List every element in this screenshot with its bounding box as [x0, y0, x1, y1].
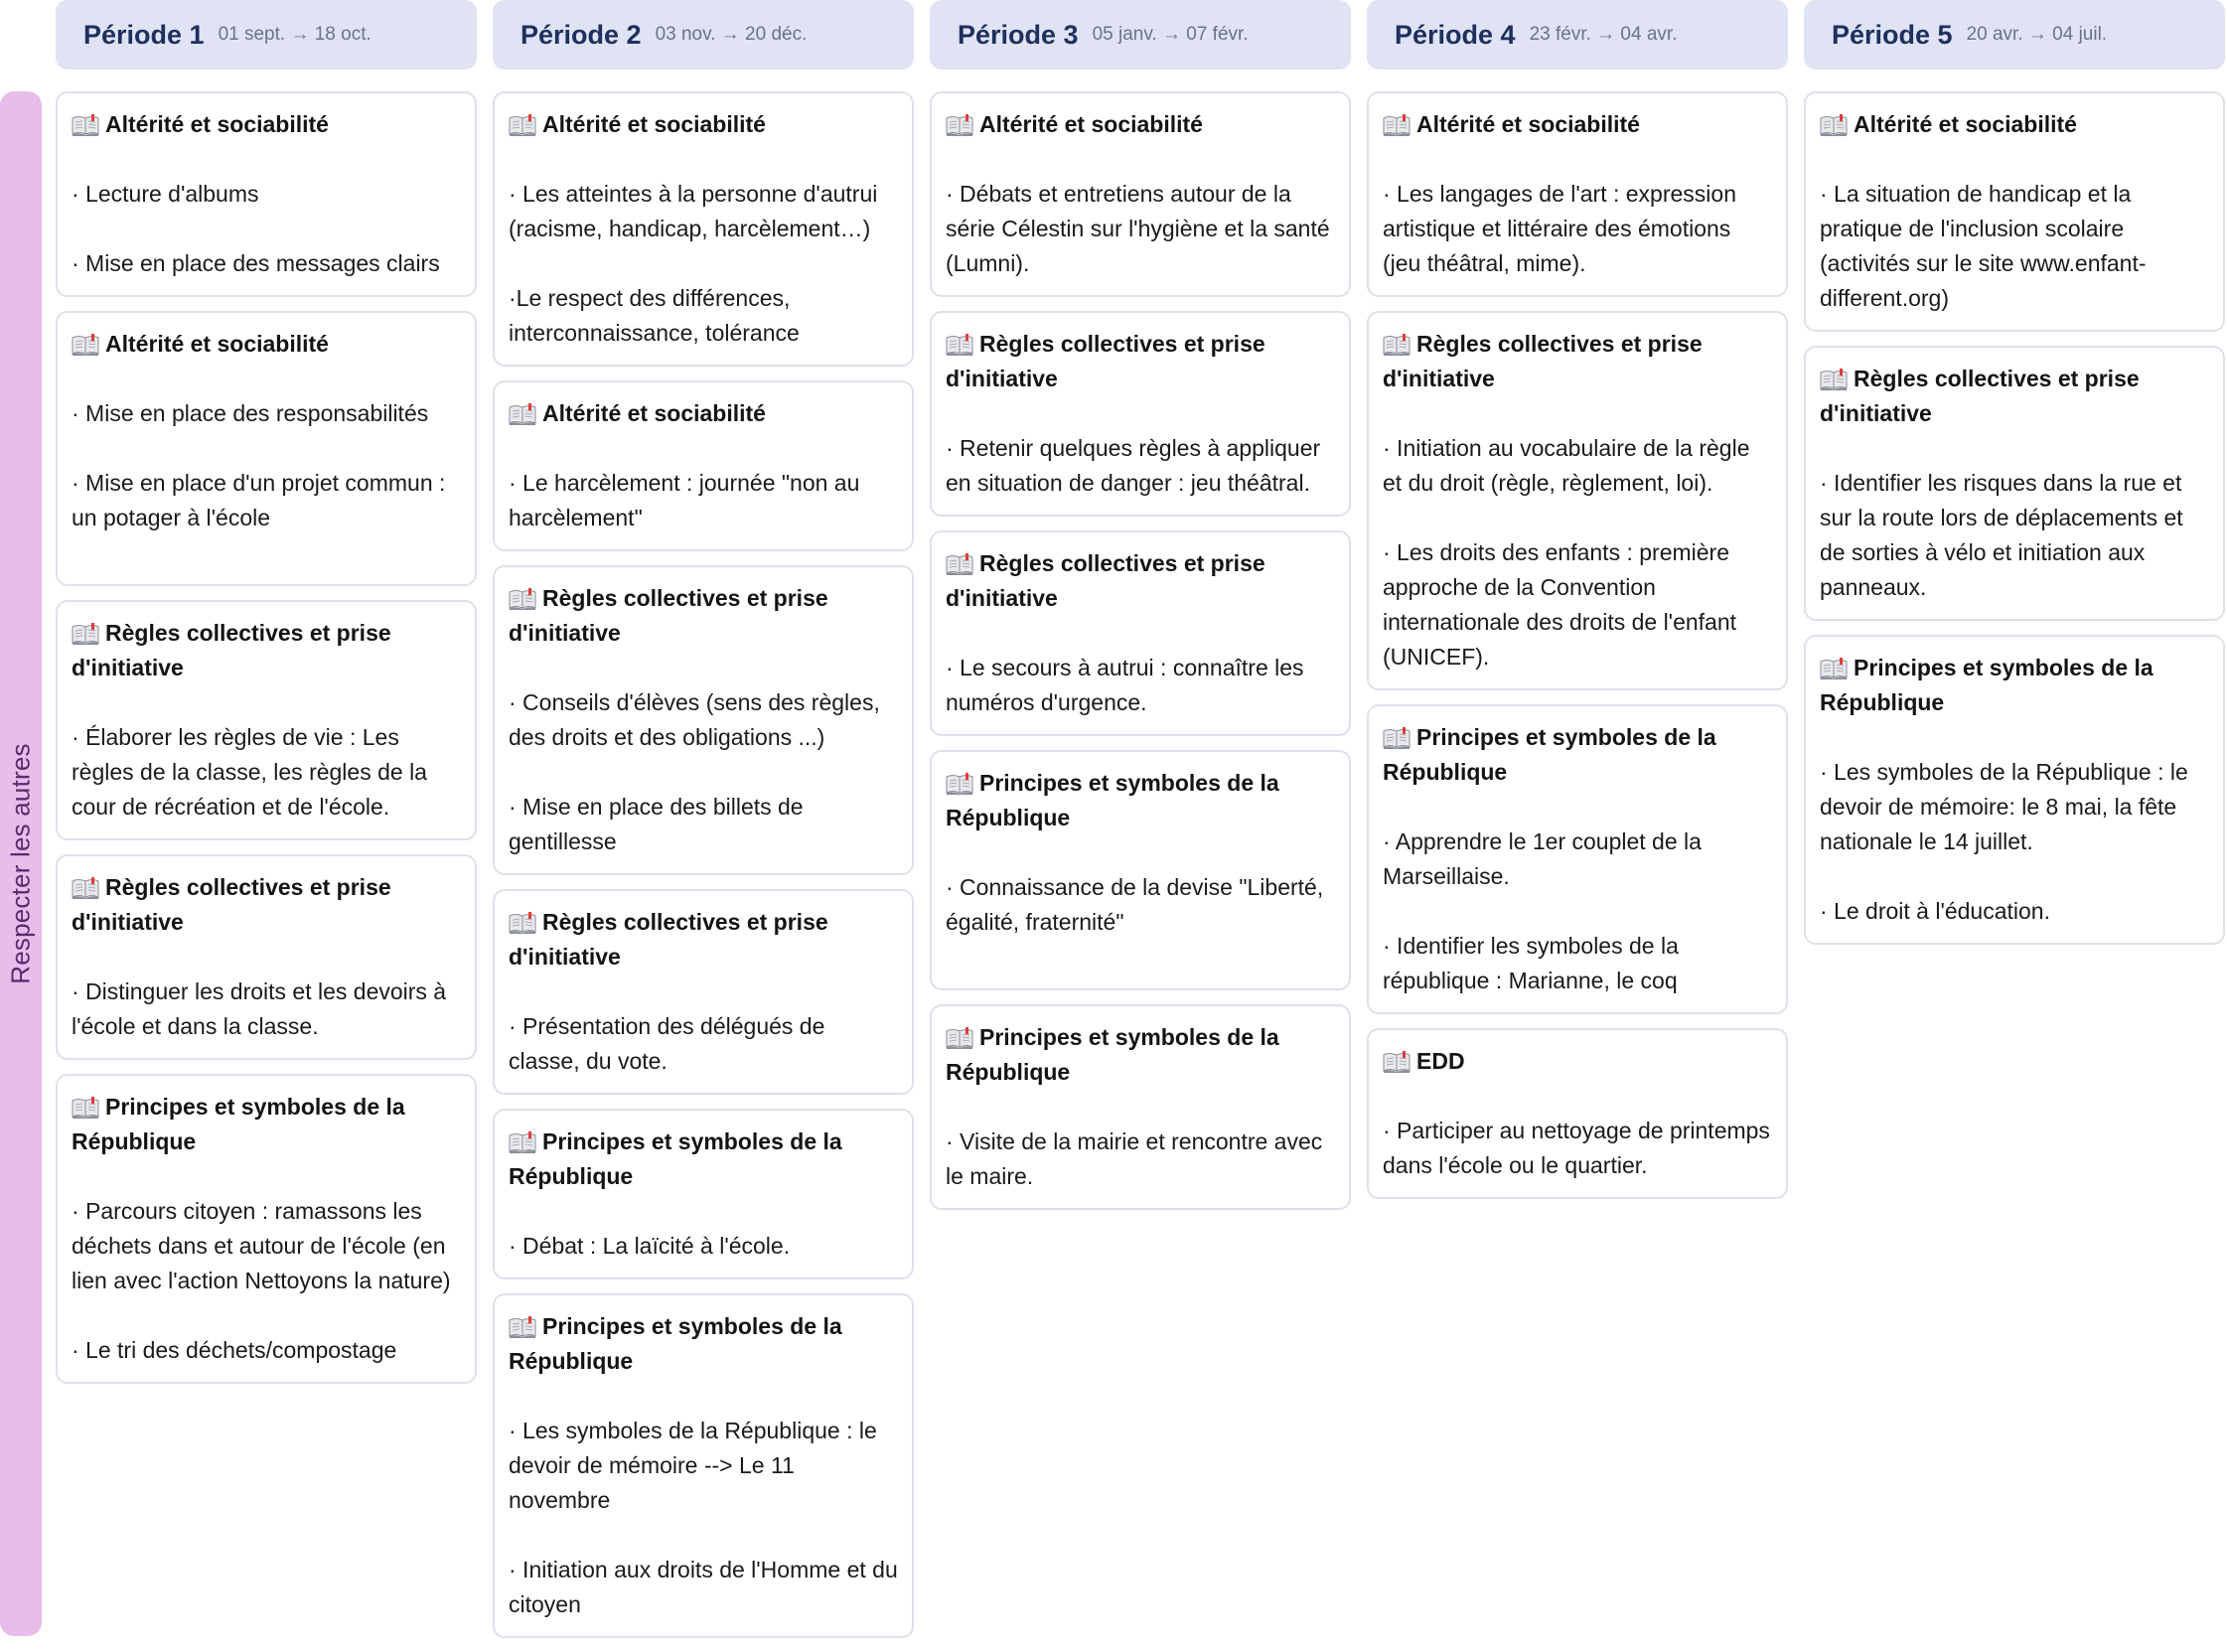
- card-title: [72, 327, 461, 362]
- period-dates: 03 nov. → 20 déc.: [655, 24, 808, 45]
- card-item: · Le harcèlement : journée "non au harcèlement": [509, 470, 860, 530]
- card-items: [509, 685, 898, 859]
- period-header: [1367, 0, 1788, 70]
- card-item: · Initiation au vocabulaire de la règle et du droit (règle, règlement, loi).: [1383, 435, 1750, 496]
- book-icon: [1383, 727, 1410, 747]
- card-title: [1383, 1044, 1772, 1079]
- card-title-text: Altérité et sociabilité: [542, 400, 766, 426]
- card-item: · Initiation aux droits de l'Homme et du citoyen: [509, 1557, 898, 1617]
- activity-card[interactable]: [1367, 311, 1788, 690]
- card-item: · Les symboles de la République : le devoir de mémoire: le 8 mai, la fête nationale le 14 juillet.: [1820, 759, 2188, 854]
- activity-card[interactable]: [1804, 91, 2225, 332]
- period-column-2: [493, 0, 914, 1652]
- card-title-text: Altérité et sociabilité: [105, 111, 329, 137]
- book-icon: [1383, 114, 1410, 134]
- card-title: [946, 766, 1335, 835]
- card-title: [72, 107, 461, 142]
- card-items: [509, 466, 898, 535]
- card-title: [1383, 327, 1772, 396]
- period-column-5: [1804, 0, 2225, 1652]
- card-items: [509, 177, 898, 351]
- book-icon: [1383, 1051, 1410, 1071]
- card-title-text: Règles collectives et prise d'initiative: [509, 585, 828, 646]
- row-label-respecter-les-autres: [0, 91, 42, 1636]
- card-items: [1820, 177, 2209, 316]
- card-title: [72, 870, 461, 940]
- card-title-text: Règles collectives et prise d'initiative: [72, 620, 391, 680]
- activity-card[interactable]: [1804, 346, 2225, 621]
- card-item: · Parcours citoyen : ramassons les déchets dans et autour de l'école (en lien avec l'action Nettoyons la nature): [72, 1198, 451, 1293]
- book-icon: [1820, 369, 1848, 388]
- card-title-text: Règles collectives et prise d'initiative: [946, 331, 1265, 391]
- book-icon: [509, 588, 536, 608]
- card-item: · Débat : La laïcité à l'école.: [509, 1233, 791, 1259]
- card-item: · Mise en place des billets de gentillesse: [509, 794, 804, 854]
- card-title-text: Règles collectives et prise d'initiative: [1383, 331, 1703, 391]
- book-icon: [509, 1316, 536, 1336]
- card-item: · Les atteintes à la personne d'autrui (racisme, handicap, harcèlement…): [509, 181, 878, 241]
- card-items: [72, 177, 461, 281]
- card-items: [72, 1194, 461, 1368]
- card-item: · Apprendre le 1er couplet de la Marseillaise.: [1383, 828, 1702, 889]
- card-item: · Participer au nettoyage de printemps dans l'école ou le quartier.: [1383, 1118, 1770, 1178]
- card-items: [72, 975, 461, 1044]
- card-title-text: Principes et symboles de la République: [509, 1128, 842, 1189]
- period-dates: 23 févr. → 04 avr.: [1529, 24, 1678, 45]
- period-title: Période 1: [83, 19, 205, 50]
- activity-card[interactable]: [56, 311, 477, 586]
- card-items: [1820, 755, 2209, 929]
- card-items: [509, 1009, 898, 1079]
- card-title-text: Règles collectives et prise d'initiative: [946, 550, 1265, 611]
- card-title-text: Principes et symboles de la République: [1383, 724, 1716, 785]
- card-title-text: Règles collectives et prise d'initiative: [1820, 366, 2140, 426]
- card-title: [1383, 720, 1772, 790]
- activity-card[interactable]: [930, 91, 1351, 297]
- book-icon: [1820, 658, 1848, 677]
- activity-card[interactable]: [493, 1293, 914, 1638]
- card-items: [72, 720, 461, 825]
- card-title: [946, 1020, 1335, 1090]
- card-item: · Le secours à autrui : connaître les numéros d'urgence.: [946, 655, 1304, 715]
- card-title-text: Altérité et sociabilité: [105, 331, 329, 357]
- activity-card[interactable]: [930, 1004, 1351, 1210]
- period-title: Période 4: [1395, 19, 1516, 50]
- card-item: · Lecture d'albums: [72, 181, 259, 207]
- card-title-text: Règles collectives et prise d'initiative: [509, 909, 828, 970]
- card-title: [1820, 362, 2209, 431]
- period-title: Période 3: [958, 19, 1079, 50]
- card-item: · Conseils d'élèves (sens des règles, des droits et des obligations ...): [509, 689, 880, 750]
- card-title: [946, 107, 1335, 142]
- card-item: ·Le respect des différences, interconnaissance, tolérance: [509, 285, 800, 346]
- card-item: · Mise en place d'un projet commun : un potager à l'école: [72, 470, 446, 530]
- activity-card[interactable]: [1804, 635, 2225, 945]
- card-title-text: Altérité et sociabilité: [979, 111, 1203, 137]
- card-items: [1383, 825, 1772, 998]
- card-items: [946, 651, 1335, 720]
- book-icon: [72, 877, 99, 897]
- activity-card[interactable]: [1367, 704, 1788, 1014]
- card-items: [1383, 177, 1772, 281]
- book-icon: [72, 1097, 99, 1117]
- card-title-text: Altérité et sociabilité: [542, 111, 766, 137]
- card-title: [72, 616, 461, 685]
- card-item: · Les symboles de la République : le devoir de mémoire --> Le 11 novembre: [509, 1418, 877, 1513]
- period-column-1: [56, 0, 477, 1652]
- card-title-text: Altérité et sociabilité: [1416, 111, 1640, 137]
- card-item: · Le tri des déchets/compostage: [72, 1337, 397, 1363]
- book-icon: [72, 114, 99, 134]
- card-item: · Identifier les risques dans la rue et sur la route lors de déplacements et de sorties à vélo et initiation aux panneaux.: [1820, 470, 2183, 600]
- period-header: [1804, 0, 2225, 70]
- book-icon: [72, 334, 99, 354]
- period-column-3: [930, 0, 1351, 1652]
- card-title-text: EDD: [1416, 1048, 1465, 1074]
- activity-card[interactable]: [930, 750, 1351, 990]
- card-title-text: Règles collectives et prise d'initiative: [72, 874, 391, 935]
- card-item: · Le droit à l'éducation.: [1820, 898, 2050, 924]
- activity-card[interactable]: [1367, 1028, 1788, 1199]
- period-title: Période 2: [520, 19, 642, 50]
- card-items: [1383, 431, 1772, 675]
- card-title: [509, 581, 898, 651]
- card-title-text: Principes et symboles de la République: [946, 1024, 1279, 1085]
- activity-card[interactable]: [56, 91, 477, 297]
- activity-card[interactable]: [56, 854, 477, 1060]
- activity-card[interactable]: [493, 565, 914, 875]
- book-icon: [946, 1027, 973, 1047]
- book-icon: [946, 553, 973, 573]
- book-icon: [946, 773, 973, 793]
- card-items: [1820, 466, 2209, 605]
- card-item: · Élaborer les règles de vie : Les règles de la classe, les règles de la cour de récréation et de l'école.: [72, 724, 427, 820]
- activity-card[interactable]: [930, 311, 1351, 517]
- card-title: [509, 396, 898, 431]
- card-item: · Identifier les symboles de la république : Marianne, le coq: [1383, 933, 1679, 993]
- card-item: · Les droits des enfants : première approche de la Convention internationale des droits de l'enfant (UNICEF).: [1383, 539, 1737, 670]
- card-title-text: Principes et symboles de la République: [1820, 655, 2153, 715]
- card-items: [946, 431, 1335, 501]
- card-title-text: Principes et symboles de la République: [509, 1313, 842, 1374]
- card-items: [72, 396, 461, 535]
- card-title: [509, 107, 898, 142]
- period-column-4: [1367, 0, 1788, 1652]
- card-item: · Visite de la mairie et rencontre avec le maire.: [946, 1128, 1323, 1189]
- card-item: · Présentation des délégués de classe, du vote.: [509, 1013, 825, 1074]
- card-items: [509, 1229, 898, 1264]
- book-icon: [72, 623, 99, 643]
- card-title: [1820, 107, 2209, 142]
- book-icon: [509, 912, 536, 932]
- card-items: [946, 177, 1335, 281]
- card-item: · Les langages de l'art : expression artistique et littéraire des émotions (jeu théâtral, mime).: [1383, 181, 1736, 276]
- card-items: [1383, 1114, 1772, 1183]
- book-icon: [509, 1131, 536, 1151]
- card-title: [1820, 651, 2209, 720]
- activity-card[interactable]: [493, 1109, 914, 1279]
- period-title: Période 5: [1832, 19, 1953, 50]
- book-icon: [509, 114, 536, 134]
- period-dates: 20 avr. → 04 juil.: [1966, 24, 2108, 45]
- card-items: [946, 870, 1335, 940]
- card-title-text: Principes et symboles de la République: [72, 1094, 405, 1154]
- book-icon: [946, 114, 973, 134]
- period-dates: 05 janv. → 07 févr.: [1092, 24, 1249, 45]
- book-icon: [509, 403, 536, 423]
- card-item: · Mise en place des responsabilités: [72, 400, 429, 426]
- card-item: · Retenir quelques règles à appliquer en situation de danger : jeu théâtral.: [946, 435, 1321, 496]
- activity-card[interactable]: [1367, 91, 1788, 297]
- card-title: [946, 327, 1335, 396]
- activity-card[interactable]: [56, 1074, 477, 1384]
- card-title: [509, 905, 898, 975]
- card-item: · Distinguer les droits et les devoirs à l'école et dans la classe.: [72, 978, 447, 1039]
- card-item: · La situation de handicap et la pratique de l'inclusion scolaire (activités sur le site www.enfant-different.org): [1820, 181, 2147, 311]
- period-board: [56, 0, 2227, 1652]
- period-dates: 01 sept. → 18 oct.: [218, 24, 371, 45]
- book-icon: [946, 334, 973, 354]
- period-header: [56, 0, 477, 70]
- card-item: · Connaissance de la devise "Liberté, égalité, fraternité": [946, 874, 1324, 935]
- activity-card[interactable]: [493, 380, 914, 551]
- activity-card[interactable]: [930, 530, 1351, 736]
- card-title-text: Principes et symboles de la République: [946, 770, 1279, 830]
- card-items: [946, 1125, 1335, 1194]
- activity-card[interactable]: [493, 91, 914, 367]
- activity-card[interactable]: [56, 600, 477, 840]
- card-title: [509, 1125, 898, 1194]
- period-header: [493, 0, 914, 70]
- card-title-text: Altérité et sociabilité: [1854, 111, 2077, 137]
- card-title: [1383, 107, 1772, 142]
- card-item: · Mise en place des messages clairs: [72, 250, 440, 276]
- book-icon: [1820, 114, 1848, 134]
- card-item: · Débats et entretiens autour de la série Célestin sur l'hygiène et la santé (Lumni).: [946, 181, 1330, 276]
- card-items: [509, 1414, 898, 1622]
- card-title: [509, 1309, 898, 1379]
- row-label-text: Respecter les autres: [5, 743, 36, 984]
- card-title: [72, 1090, 461, 1159]
- activity-card[interactable]: [493, 889, 914, 1095]
- period-header: [930, 0, 1351, 70]
- card-title: [946, 546, 1335, 616]
- book-icon: [1383, 334, 1410, 354]
